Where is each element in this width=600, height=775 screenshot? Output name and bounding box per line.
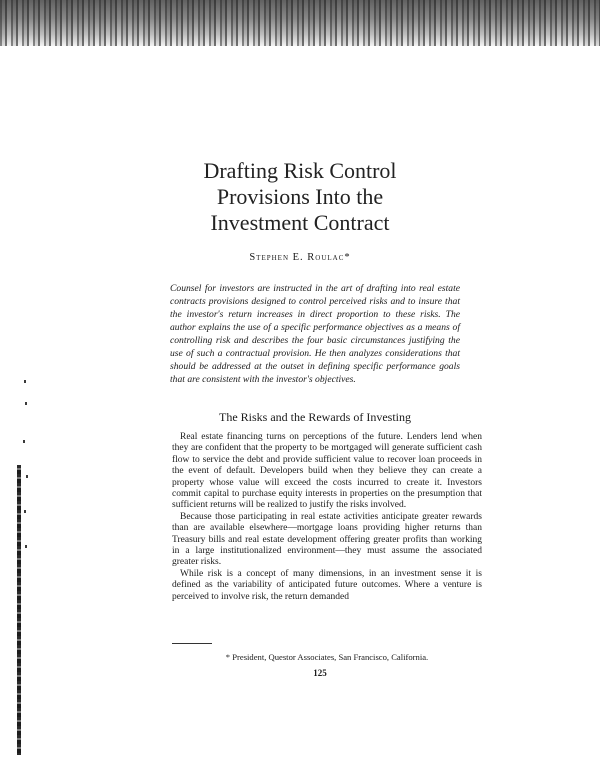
- author-name: Stephen E. Roulac*: [249, 252, 351, 263]
- paragraph: Real estate financing turns on perceptions of the future. Lenders lend when they are confident that the property to be mortgaged will generate sufficient cash flow to service the debt and provide sufficient value to recover loan proceeds in the event of default. Developers build when they believe they can create a property whose value will exceed the costs incurred to create it. Investors commit capital to purchase equity interests in properties on the presumption that sufficient returns will be realized to justify the risks involved.: [172, 432, 482, 511]
- title-line-1: Drafting Risk Control: [203, 158, 397, 183]
- paragraph: Because those participating in real estate activities anticipate greater rewards than are available elsewhere—mortgage loans providing higher returns than Treasury bills and real estate development offering greater profits than working in a large institutionalized environment—they must assume the associated greater risks.: [172, 511, 482, 568]
- section-heading: The Risks and the Rewards of Investing: [219, 410, 411, 424]
- scan-artifact-left: [17, 465, 21, 755]
- abstract: Counsel for investors are instructed in the art of drafting into real estate contracts provisions designed to control perceived risks and to insure that the investor's return increases in direct proportion to these risks. The author explains the use of a specific performance objectives as a means of controlling risk and describes the four basic circumstances justifying the use of such a contractual provision. He then analyzes considerations that should be addressed at the outset in defining specific performance goals that are consistent with the investor's objectives.: [170, 283, 460, 385]
- article-title: [150, 158, 450, 236]
- paragraph: While risk is a concept of many dimensions, in an investment sense it is defined as the variability of anticipated future outcomes. Where a venture is perceived to involve risk, the return demanded: [172, 568, 482, 602]
- title-line-2: Provisions Into the: [216, 184, 384, 209]
- title-line-3: Investment Contract: [210, 210, 390, 235]
- footnote-divider: [172, 643, 212, 644]
- scan-artifact-top: [0, 0, 600, 46]
- body-text: [172, 432, 482, 603]
- page-number: 125: [313, 668, 327, 678]
- footnote: * President, Questor Associates, San Francisco, California.: [225, 652, 429, 662]
- scan-specks: [22, 380, 30, 580]
